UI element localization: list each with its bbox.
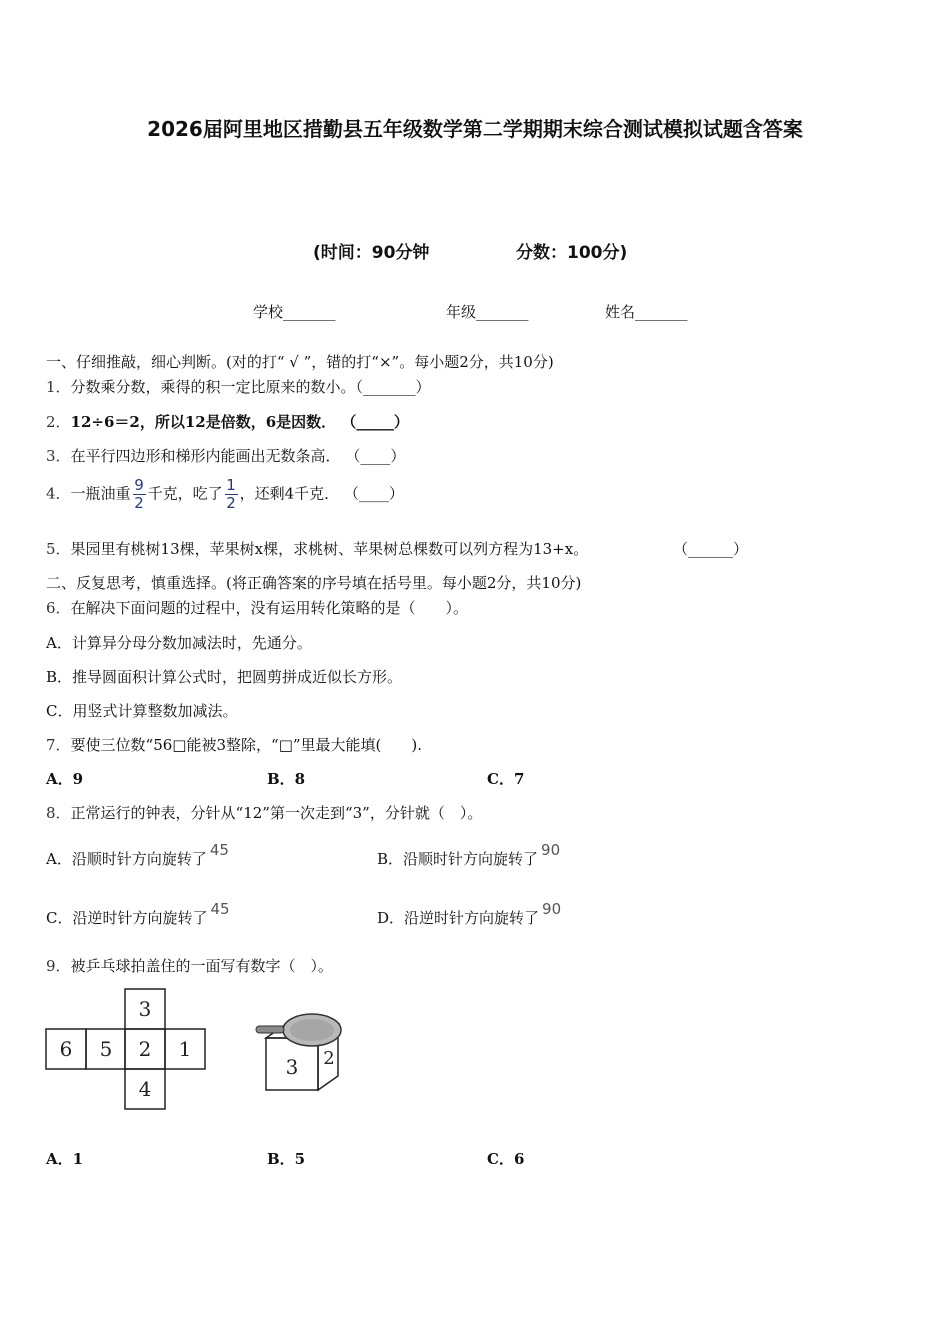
question-number: 8． [46, 804, 71, 822]
option-8b[interactable] [377, 841, 561, 869]
name-field[interactable]: 姓名_______ [605, 303, 688, 321]
question-7 [46, 734, 422, 755]
option-9a[interactable]: A．1 [46, 1150, 84, 1168]
page-title: 2026届阿里地区措勤县五年级数学第二学期期末综合测试模拟试题含答案 [147, 117, 803, 141]
question-text: 分数乘分数，乘得的积一定比原来的数小。（_______） [70, 378, 431, 396]
question-text: 正常运行的钟表，分针从“12”第一次走到“3”，分针就（ ）。 [70, 804, 483, 822]
degree-value: 90 [541, 841, 561, 859]
option-8c[interactable] [46, 900, 230, 928]
degree-value: 90 [542, 900, 562, 918]
question-text-post: ，还剩4千克． （____） [239, 484, 404, 503]
question-text: 12÷6＝2，所以12是倍数，6是因数． （_____） [70, 413, 409, 431]
question-text: 要使三位数“56□能被3整除，“□”里最大能填( ). [70, 736, 423, 754]
option-7a[interactable]: A．9 [46, 770, 84, 788]
fraction-one-half [225, 477, 238, 512]
denominator: 2 [226, 494, 236, 512]
net-label-right: 1 [178, 1037, 192, 1061]
question-text: 果园里有桃树13棵，苹果树x棵，求桃树、苹果树总棵数可以列方程为13+x。 [70, 540, 589, 558]
question-number: 3． [46, 447, 71, 465]
question-text-pre: 一瓶油重 [70, 484, 131, 503]
option-text: C．沿逆时针方向旋转了 [46, 909, 208, 927]
answer-blank[interactable]: （______） [673, 540, 749, 558]
degree-value: 45 [209, 841, 229, 859]
cube-net-figure [44, 987, 210, 1111]
question-number: 6． [46, 599, 71, 617]
net-label-left2: 6 [59, 1037, 73, 1061]
question-1 [46, 376, 431, 397]
question-8 [46, 802, 482, 823]
section2-heading: 二、反复思考，慎重选择。(将正确答案的序号填在括号里。每小题2分，共10分) [46, 574, 582, 592]
exam-time: (时间：90分钟 [313, 243, 430, 263]
cube-side-label: 2 [323, 1048, 335, 1069]
denominator: 2 [134, 494, 144, 512]
question-number: 5． [46, 540, 71, 558]
net-label-top: 3 [138, 997, 152, 1021]
option-7c[interactable]: C．7 [487, 770, 525, 788]
degree-value: 45 [210, 900, 230, 918]
grade-field[interactable]: 年级_______ [446, 303, 529, 321]
option-8a[interactable] [46, 841, 229, 869]
question-number: 7． [46, 736, 71, 754]
option-9b[interactable]: B．5 [267, 1150, 306, 1168]
option-6b[interactable]: B．推导圆面积计算公式时，把圆剪拼成近似长方形。 [46, 668, 403, 686]
option-9c[interactable]: C．6 [487, 1150, 525, 1168]
cube-front-label: 3 [285, 1055, 299, 1079]
paddle-handle-icon [256, 1026, 284, 1033]
question-6 [46, 597, 468, 618]
option-text: B．沿顺时针方向旋转了 [377, 850, 539, 868]
question-number: 9． [46, 957, 71, 975]
option-7b[interactable]: B．8 [267, 770, 306, 788]
question-4 [46, 477, 404, 512]
exam-score: 分数：100分) [516, 243, 628, 263]
question-2 [46, 411, 409, 432]
numerator: 1 [226, 476, 236, 494]
option-text: A．沿顺时针方向旋转了 [46, 850, 207, 868]
question-number: 4． [46, 484, 71, 503]
question-text-mid: 千克，吃了 [147, 484, 223, 503]
net-label-bottom: 4 [138, 1077, 152, 1101]
question-text: 在平行四边形和梯形内能画出无数条高． （____） [70, 447, 406, 465]
net-label-left1: 5 [99, 1037, 113, 1061]
question-5 [46, 538, 588, 559]
option-text: D．沿逆时针方向旋转了 [377, 909, 540, 927]
fraction-nine-halves [133, 477, 146, 512]
option-8d[interactable] [377, 900, 562, 928]
question-3 [46, 445, 405, 466]
question-text: 被乒乓球拍盖住的一面写有数字（ ）。 [70, 957, 334, 975]
question-number: 2． [46, 413, 71, 431]
question-text: 在解决下面问题的过程中，没有运用转化策略的是（ ）。 [70, 599, 469, 617]
question-9 [46, 955, 333, 976]
school-field[interactable]: 学校_______ [253, 303, 336, 321]
section1-heading: 一、仔细推敲，细心判断。(对的打“ √ ”，错的打“×”。每小题2分，共10分) [46, 353, 554, 371]
net-label-center: 2 [138, 1037, 152, 1061]
cube-with-paddle-figure [254, 1010, 354, 1096]
option-6c[interactable]: C．用竖式计算整数加减法。 [46, 702, 238, 720]
option-6a[interactable]: A．计算异分母分数加减法时，先通分。 [46, 634, 312, 652]
numerator: 9 [134, 476, 144, 494]
paddle-texture [290, 1019, 334, 1041]
question-number: 1． [46, 378, 71, 396]
